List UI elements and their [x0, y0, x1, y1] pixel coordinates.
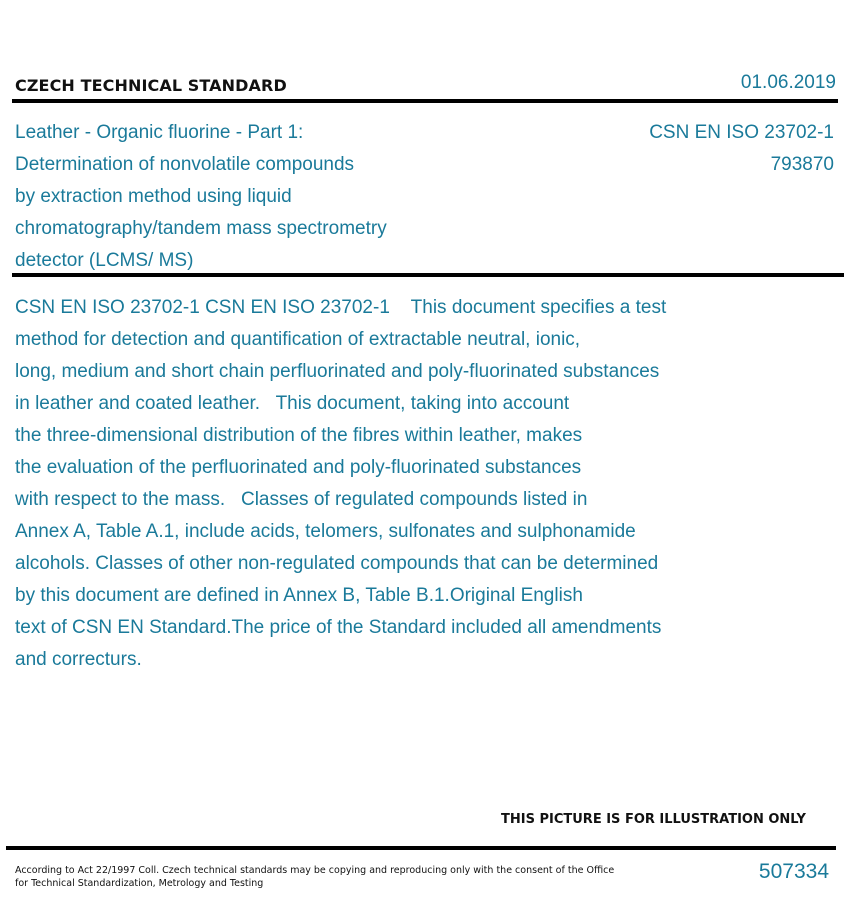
- legal-notice-line: for Technical Standardization, Metrology and Testing: [15, 878, 264, 889]
- document-number: 507334: [758, 860, 829, 883]
- footer-divider: [6, 846, 836, 850]
- standard-title-line: Determination of nonvolatile compounds: [15, 154, 355, 175]
- description-line: method for detection and quantification of extractable neutral, ionic,: [15, 329, 581, 350]
- description-line: the evaluation of the perfluorinated and poly-fluorinated substances: [15, 457, 582, 478]
- catalog-number: 793870: [770, 154, 834, 175]
- publication-date: 01.06.2019: [740, 72, 836, 93]
- description-line: CSN EN ISO 23702-1 CSN EN ISO 23702-1 This document specifies a test: [15, 297, 667, 318]
- description-line: in leather and coated leather. This document, taking into account: [15, 393, 570, 414]
- standard-title-line: by extraction method using liquid: [15, 186, 292, 207]
- standard-title: [15, 117, 387, 277]
- description-line: the three-dimensional distribution of the fibres within leather, makes: [15, 425, 583, 446]
- description-line: with respect to the mass. Classes of regulated compounds listed in: [15, 489, 588, 510]
- standard-identifiers: [649, 117, 834, 181]
- description-line: by this document are defined in Annex B, Table B.1.Original English: [15, 585, 583, 606]
- description-line: text of CSN EN Standard.The price of the Standard included all amendments: [15, 617, 662, 638]
- description-line: Annex A, Table A.1, include acids, telomers, sulfonates and sulphonamide: [15, 521, 636, 542]
- description-line: long, medium and short chain perfluorinated and poly-fluorinated substances: [15, 361, 660, 382]
- illustration-notice: THIS PICTURE IS FOR ILLUSTRATION ONLY: [501, 812, 806, 827]
- standard-title-line: detector (LCMS/ MS): [15, 250, 194, 271]
- legal-notice-line: According to Act 22/1997 Coll. Czech technical standards may be copying and reproducing only with the consent of the Office: [15, 865, 615, 876]
- standard-title-line: chromatography/tandem mass spectrometry: [15, 218, 387, 239]
- description-line: and correcturs.: [15, 649, 142, 670]
- document-category-title: CZECH TECHNICAL STANDARD: [15, 76, 287, 95]
- legal-notice: [15, 864, 614, 890]
- title-divider: [12, 273, 844, 277]
- standard-description: [15, 292, 666, 676]
- header-divider: [12, 99, 838, 103]
- description-line: alcohols. Classes of other non-regulated compounds that can be determined: [15, 553, 659, 574]
- standard-code: CSN EN ISO 23702-1: [649, 122, 834, 143]
- standard-title-line: Leather - Organic fluorine - Part 1:: [15, 122, 304, 143]
